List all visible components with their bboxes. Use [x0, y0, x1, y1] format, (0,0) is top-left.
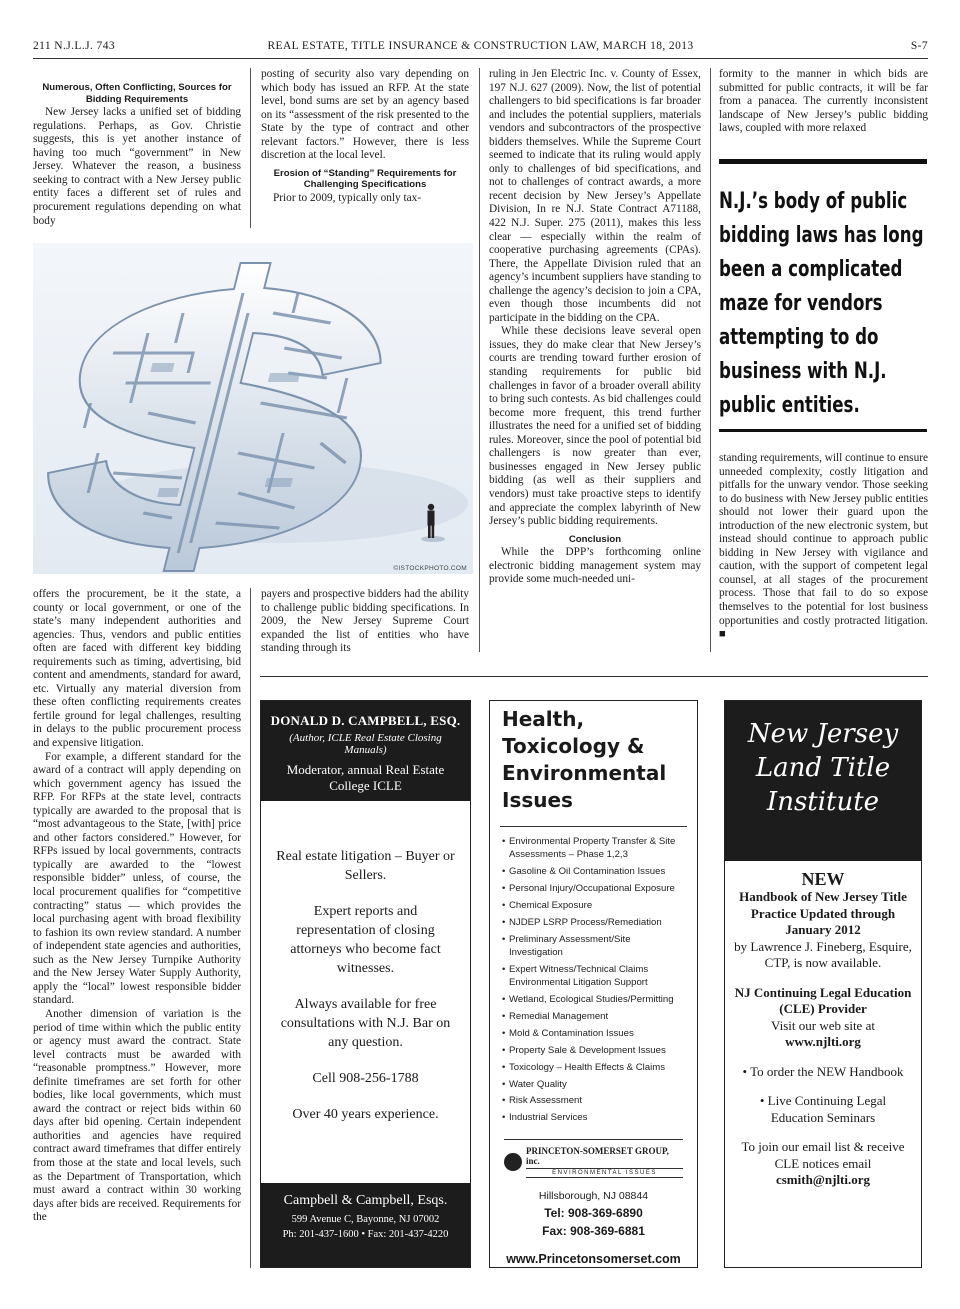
list-item: • Environmental Property Transfer & Site Assessments – Phase 1,2,3: [502, 835, 685, 862]
ad-title-line: Environmental: [502, 761, 667, 785]
company-location: Hillsborough, NJ 08844: [538, 1189, 649, 1202]
section-heading: Numerous, Often Conflicting, Sources for Bidding Requirements: [42, 82, 232, 105]
pull-quote: [719, 159, 927, 432]
order-text: • To order the NEW Handbook: [742, 1063, 904, 1079]
list-item: • Water Quality: [502, 1078, 685, 1091]
list-item: • Personal Injury/Occupational Exposure: [502, 882, 685, 895]
paragraph: ruling in Jen Electric Inc. v. County of Essex, 197 N.J. 627 (2009). Now, the list of potential challengers to bid specifications is far broader and includes the potential suppliers, materials vendors and subcontractors of the prospective bidders themselves. While the Supreme Court seemed to indicate that its ruling would apply only to challenges of bid specifications, and not to challenges of contract awards, a more recent decision by New Jersey’s Appellate Division, In re N.J. State Contract A71188, 422 N.J. Super. 275 (2011), makes this less clear — especially within the realm of cooperative purchasing agreements (CPAs). There, the Appellate Division ruled that an agency’s incumbent suppliers have standing to challenge the agency’s decision to join a CPA, even though those incumbents did not participate in the bidding on the CPA.: [489, 68, 701, 324]
princeton-somerset-ad: [489, 700, 698, 1268]
divider: [500, 826, 687, 827]
website: www.njlti.org: [785, 1034, 861, 1049]
list-item: • Risk Assessment: [502, 1094, 685, 1107]
new-label: NEW: [801, 869, 845, 889]
ad-line: Always available for free consultations with N.J. Bar on any question.: [280, 997, 451, 1050]
attorney-name: DONALD D. CAMPBELL, ESQ.: [270, 713, 461, 728]
paragraph: For example, a different standard for the award of a contract will apply depending on which government agency has issued the RFP. For RFPs at the state level, contracts typically are awarded to the proposal that is “most advantageous to the State, [with] price and other factors considered.” However, for RFPs issued by local governments, contracts typically are awarded to the “lowest responsible bidder” unless, of course, the local procurement qualifies for “competitive contracting” status — which provides the local purchasing agent with broad flexibility to fashion its own review standard. A number of independent state agencies and authorities, such as the New Jersey Turnpike Authority and the New Jersey Water Supply Authority, apply the “local” lowest responsible bidder standard.: [33, 750, 241, 1007]
logo-icon: [504, 1153, 522, 1171]
services-list: [490, 835, 697, 1125]
column-divider: [250, 588, 251, 1268]
seminars-text: • Live Continuing Legal Education Seminars: [759, 1093, 887, 1125]
ad-header: [725, 701, 921, 861]
article-column-1-top: [33, 82, 241, 230]
ad-footer: [261, 1183, 470, 1267]
article-column-4-bottom: [719, 452, 928, 655]
list-item: • Industrial Services: [502, 1111, 685, 1124]
ad-cell-phone: Cell 908-256-1788: [312, 1071, 419, 1086]
moderator-credit: Moderator, annual Real Estate College ICLE: [286, 762, 445, 793]
ad-title-line: Institute: [766, 787, 880, 817]
company-phone: Tel: 908-369-6890: [544, 1205, 643, 1220]
paragraph: New Jersey lacks a unified set of bidding regulations. Perhaps, as Gov. Christie suggests, this is yet another instance of having too much “government” in New Jersey. Whatever the reason, a business seeking to contract with a New Jersey public entity faces a different set of rules and procurement regulations depending on what body: [33, 106, 241, 227]
photo-credit: ©ISTOCKPHOTO.COM: [393, 565, 467, 572]
list-item: • Property Sale & Development Issues: [502, 1044, 685, 1057]
column-divider: [250, 68, 251, 228]
company-logo: [504, 1139, 683, 1178]
header-section-title: REAL ESTATE, TITLE INSURANCE & CONSTRUCTION LAW, MARCH 18, 2013: [267, 40, 694, 52]
visit-text: Visit our web site at: [771, 1017, 875, 1033]
ad-line: Real estate litigation – Buyer or Sellers.: [276, 849, 455, 883]
article-column-2-bottom: [261, 588, 469, 656]
firm-address: 599 Avenue C, Bayonne, NJ 07002: [291, 1214, 440, 1225]
column-divider: [710, 68, 711, 652]
ad-title-line: Health,: [502, 707, 585, 731]
author-credit: (Author, ICLE Real Estate Closing Manuals): [289, 732, 442, 756]
list-item: • Chemical Exposure: [502, 899, 685, 912]
list-item: • Wetland, Ecological Studies/Permitting: [502, 993, 685, 1006]
ad-title: [490, 701, 697, 814]
pull-quote-line: N.J.’s body of public: [719, 188, 908, 214]
logo-company-name: PRINCETON-SOMERSET GROUP, inc.: [526, 1145, 669, 1166]
paragraph: Another dimension of variation is the period of time within which the public entity or agency must award the contract. State level contracts must be awarded with “reasonable promptness.” However, more definite timeframes are set forth for other bodies, like local governments, which must award the contract or reject bids within 60 days after bid opening. Certain independent authorities and agencies have required contract award timeframes that differ entirely from those at the state and local levels, such as the Department of Transportation, which must award a contract within 30 working days after bids are received. Requirements for the: [33, 1007, 241, 1224]
header-page-number: S-7: [910, 40, 928, 52]
company-website: www.Princetonsomerset.com: [506, 1251, 681, 1266]
ad-title-line: Issues: [502, 788, 573, 812]
join-text: To join our email list & receive CLE notices email: [741, 1139, 905, 1171]
ad-title-line: Toxicology &: [502, 734, 645, 758]
paragraph: payers and prospective bidders had the ability to challenge public bidding specifications. In 2009, the New Jersey Supreme Court expanded the list of entities who have standing through its: [261, 588, 469, 655]
list-item: • NJDEP LSRP Process/Remediation: [502, 916, 685, 929]
ad-title-line: New Jersey: [747, 719, 899, 749]
header-citation: 211 N.J.L.J. 743: [33, 40, 116, 52]
list-item: • Mold & Contamination Issues: [502, 1027, 685, 1040]
pull-quote-line: attempting to do: [719, 324, 879, 350]
handbook-title: Handbook of New Jersey Title Practice Updated through January 2012: [739, 889, 907, 937]
campbell-law-ad: [260, 700, 471, 1268]
list-item: • Gasoline & Oil Contamination Issues: [502, 865, 685, 878]
ad-title-line: Land Title: [755, 753, 891, 783]
ad-section-rule: [260, 676, 928, 677]
paragraph: standing requirements, will continue to ensure unneeded complexity, costly litigation and pitfalls for the unwary vendor. Those seeking to do business with New Jersey public entities should not lower their guard upon the introduction of the new electronic system, but instead should continue to approach public bidding in New Jersey with vigilance and caution, with the support of competent legal counsel, at all stages of the procurement process. Those that fail to do so expose themselves to the potential for lost business opportunities and costly protracted litigation. ■: [719, 452, 928, 641]
cle-provider: NJ Continuing Legal Education (CLE) Provider: [734, 984, 912, 1016]
logo-tagline: ENVIRONMENTAL ISSUES: [526, 1168, 683, 1178]
firm-phone: Ph: 201-437-1600 • Fax: 201-437-4220: [282, 1229, 449, 1240]
article-column-2-top: [261, 68, 469, 230]
article-column-1-bottom: [33, 588, 241, 1272]
list-item: • Preliminary Assessment/Site Investigation: [502, 933, 685, 960]
article-column-3: [489, 68, 701, 655]
ad-line: Expert reports and representation of closing attorneys who become fact witnesses.: [290, 904, 441, 976]
list-item: • Expert Witness/Technical Claims Environmental Litigation Support: [502, 963, 685, 990]
article-column-4-top: [719, 68, 928, 150]
section-heading: Erosion of “Standing” Requirements for Challenging Specifications: [273, 167, 457, 191]
pull-quote-line: public entities.: [719, 392, 860, 418]
maze-dollar-illustration: [33, 243, 473, 574]
njlti-ad: [724, 700, 922, 1268]
paragraph: While the DPP’s forthcoming online electronic bidding management system may provide some much-needed uni-: [489, 546, 701, 586]
pull-quote-line: maze for vendors: [719, 290, 883, 316]
page-header: [33, 40, 928, 56]
paragraph: formity to the manner in which bids are submitted for public contracts, it will be far from a panacea. The currently inconsistent landscape of New Jersey’s public bidding laws, coupled with more relaxed: [719, 68, 928, 135]
maze-dollar-graphic: [33, 243, 473, 574]
firm-name: Campbell & Campbell, Esqs.: [283, 1193, 448, 1208]
header-rule: [33, 58, 928, 59]
paragraph: Prior to 2009, typically only tax-: [273, 192, 422, 205]
section-heading: Conclusion: [568, 533, 622, 545]
pull-quote-line: bidding laws has long: [719, 222, 924, 248]
column-divider: [479, 68, 480, 652]
ad-experience: Over 40 years experience.: [292, 1107, 439, 1122]
pull-quote-line: business with N.J.: [719, 358, 887, 384]
handbook-author: by Lawrence J. Fineberg, Esquire, CTP, is now available.: [734, 938, 912, 970]
list-item: • Remedial Management: [502, 1010, 685, 1023]
paragraph: posting of security also vary depending on which body has issued an RFP. At the state level, bond sums are set by an agency based on its “assessment of the risk presented to the State by the type of contract and other relevant factors.” However, there is less discretion at the local level.: [261, 68, 469, 162]
ad-body: [261, 801, 470, 1124]
paragraph: offers the procurement, be it the state, a county or local government, or one of the state’s many independent authorities and agencies. Thus, vendors and public entities often are faced with different key bidding requirements such as timing, advertising, bid content and amendments, standard for award, etc. Virtually any material diversion from these often conflicting requirements creates fertile ground for legal challenges, resulting in delays to the public procurement process and expensive litigation.: [33, 588, 241, 750]
ad-body: [725, 861, 921, 1189]
company-fax: Fax: 908-369-6881: [542, 1223, 645, 1238]
ad-header: [261, 701, 470, 801]
list-item: • Toxicology – Health Effects & Claims: [502, 1061, 685, 1074]
pull-quote-line: been a complicated: [719, 256, 903, 282]
paragraph: While these decisions leave several open issues, they do make clear that New Jersey’s courts are trending toward further erosion of standing requirements for public bid challenges in favor of a broader overall ability to bring such contests. As bid challenges could become more frequent, this trend further illustrates the need for a unified set of bidding rules. Moreover, since the pool of potential bid challengers is now greater than ever, businesses engaged in New Jersey public bidding (as well as their suppliers and vendors) must take proactive steps to identify and appreciate the complex labyrinth of New Jersey’s public bidding requirements.: [489, 325, 701, 528]
contact-email: csmith@njlti.org: [775, 1172, 871, 1187]
